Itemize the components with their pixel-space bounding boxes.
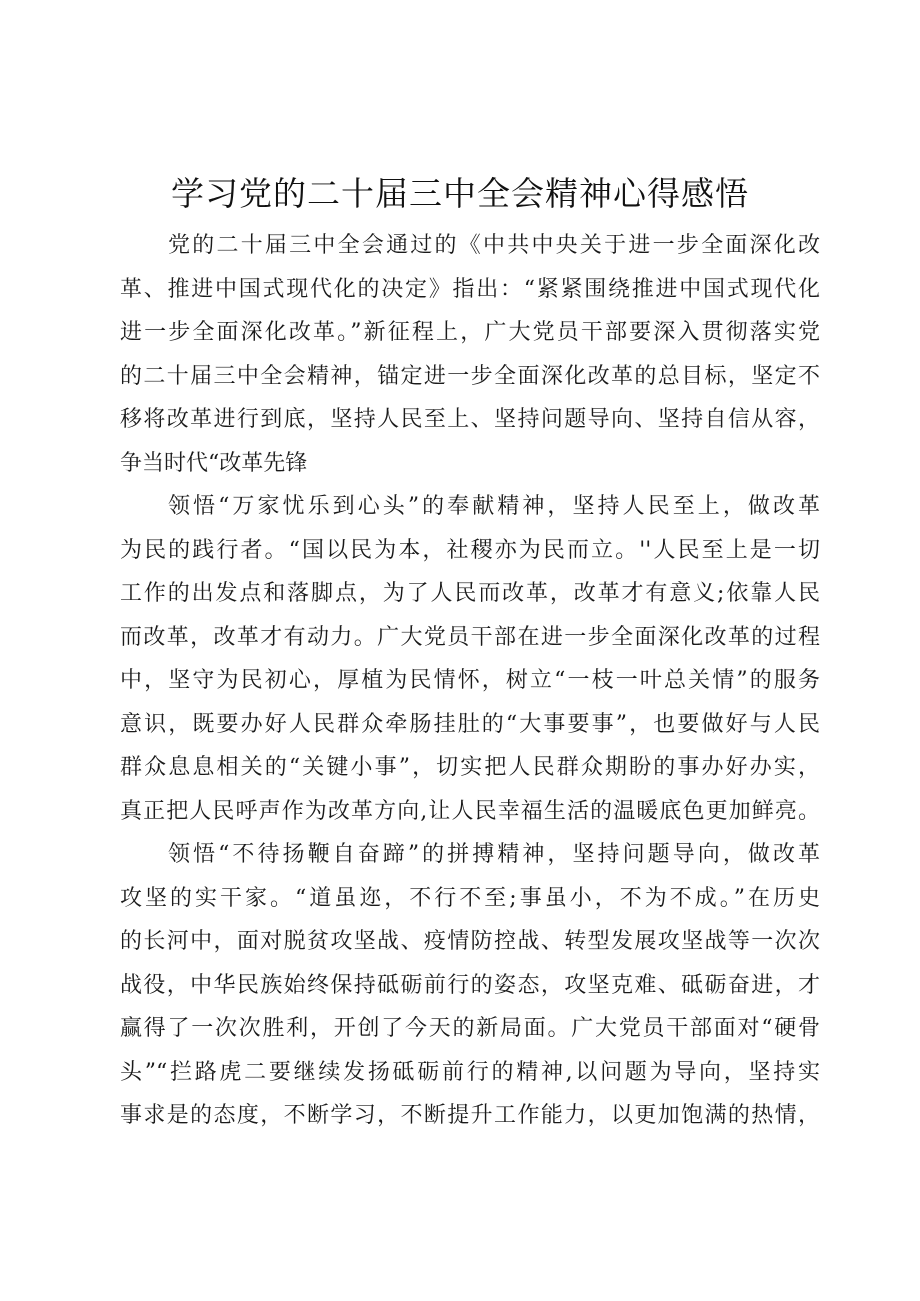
document-body (120, 224, 820, 1138)
text-line: 党的二十届三中全会通过的《中共中央关于进一步全面深化改 (168, 233, 820, 258)
text-line: 领悟“万家忧乐到心头”的奉献精神，坚持人民至上，做改革 (168, 494, 820, 519)
text-line: 攻坚的实干家。“道虽迩，不行不至;事虽小，不为不成。”在历史 (120, 885, 820, 911)
document-title: 学习党的二十届三中全会精神心得感悟 (171, 174, 749, 213)
text-line: 工作的出发点和落脚点，为了人民而改革，改革才有意义;依靠人民 (120, 581, 820, 606)
text-line: 的长河中，面对脱贫攻坚战、疫情防控战、转型发展攻坚战等一次次 (120, 929, 820, 954)
text-line: 为民的践行者。“国以民为本，社稷亦为民而立。''人民至上是一切 (120, 537, 820, 563)
text-line: 争当时代“改革先锋 (120, 450, 308, 476)
text-line: 移将改革进行到底，坚持人民至上、坚持问题导向、坚持自信从容， (120, 407, 820, 432)
paragraph-problem-oriented (120, 833, 820, 1138)
paragraph-intro (120, 224, 820, 485)
text-line: 中，坚守为民初心，厚植为民情怀，树立“一枝一叶总关情”的服务 (120, 668, 820, 693)
text-line: 而改革，改革才有动力。广大党员干部在进一步全面深化改革的过程 (120, 624, 820, 650)
text-line: 事求是的态度，不断学习，不断提升工作能力，以更加饱满的热情， (120, 1103, 820, 1128)
text-line: 领悟“不待扬鞭自奋蹄”的拼搏精神，坚持问题导向，做改革 (168, 842, 820, 867)
text-line: 意识，既要办好人民群众牵肠挂肚的“大事要事”，也要做好与人民 (120, 711, 820, 737)
text-line: 真正把人民呼声作为改革方向,让人民幸福生活的温暖底色更加鲜亮。 (120, 798, 820, 824)
text-line: 进一步全面深化改革。”新征程上，广大党员干部要深入贯彻落实党 (120, 320, 820, 345)
text-line: 革、推进中国式现代化的决定》指出：“紧紧围绕推进中国式现代化 (120, 276, 820, 302)
text-line: 群众息息相关的“关键小事”，切实把人民群众期盼的事办好办实， (120, 755, 820, 780)
text-line: 头”“拦路虎二要继续发扬砥砺前行的精神,以问题为导向，坚持实 (120, 1059, 820, 1085)
text-line: 战役，中华民族始终保持砥砺前行的姿态，攻坚克难、砥砺奋进，才 (120, 972, 820, 998)
text-line: 赢得了一次次胜利，开创了今天的新局面。广大党员干部面对“硬骨 (120, 1016, 820, 1041)
text-line: 的二十届三中全会精神，锚定进一步全面深化改革的总目标，坚定不 (120, 363, 820, 389)
paragraph-people-first (120, 485, 820, 833)
